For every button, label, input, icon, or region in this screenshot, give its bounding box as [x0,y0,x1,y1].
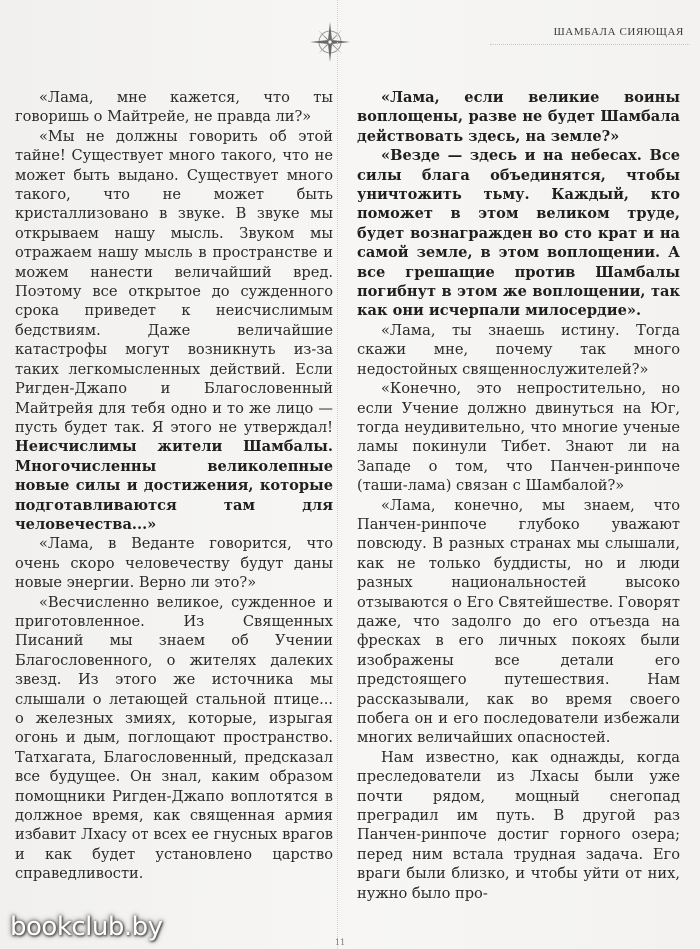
paragraph: «Весчисленно великое, сужденное и приготовленное. Из Священных Писаний мы знаем об Учении Благословенного, о жителях далеких звезд. Из этого же источника мы слышали о летающей стальной птице... о железных змиях, которые, изрыгая огонь и дым, поглощают пространство. Татхагата, Благословенный, предсказал все будущее. Он знал, каким образом помощники Ригден-Джапо воплотятся в должное время, как священная армия избавит Лхасу от всех ее гнусных врагов и как будет установлено царство справедливости. [15,593,333,883]
paragraph: «Лама, конечно, мы знаем, что Панчен-ринпоче глубоко уважают повсюду. В разных странах мы слышали, как не только буддисты, но и люди разных национальностей высоко отзываются о Его Святейшестве. Говорят даже, что задолго до его отъезда на фресках в его личных покоях были изображены все детали его предстоящего путешествия. Нам рассказывали, как во время своего побега он и его последователи избежали многих величайших опасностей. [357,496,680,747]
paragraph [357,88,680,146]
page-number: 11 [335,938,346,947]
bold-text: «Лама, если великие воины воплощены, разве не будет Шамбала действовать здесь, на земле?» [357,89,680,145]
paragraph [357,146,680,321]
paragraph: «Лама, в Веданте говорится, что очень скоро человечеству будут даны новые энергии. Верно ли это?» [15,535,333,592]
right-column [357,88,680,903]
running-title: ШАМБАЛА СИЯЮЩАЯ [553,26,684,38]
watermark: bookclub.by [10,912,163,942]
bold-text: Неисчислимы жители Шамбалы. Многочисленны великолепные новые силы и достижения, которые подготавливаются там для человечества...» [15,438,333,533]
paragraph: «Лама, ты знаешь истину. Тогда скажи мне, почему так много недостойных священнослужителей?» [357,321,680,378]
left-column [15,88,333,884]
paragraph: «Конечно, это непростительно, но если Учение должно двинуться на Юг, тогда неудивительно, что многие ученые ламы покинули Тибет. Знают ли на Западе о том, что Панчен-ринпоче (таши-лама) связан с Шамбалой?» [357,380,680,495]
paragraph: Нам известно, как однажды, когда преследователи из Лхасы были уже почти рядом, мощный снегопад преградил им путь. В другой раз Панчен-ринпоче достиг горного озера; перед ним встала трудная задача. Его враги были близко, и чтобы уйти от них, нужно было про- [357,748,680,902]
header-rule [490,44,690,45]
bold-text: «Везде — здесь и на небесах. Все силы блага объединятся, чтобы уничтожить тьму. Каждый, кто поможет в этом великом труде, будет вознагражден во сто крат и на самой земле, в этом воплощении. А все грешащие против Шамбалы погибнут в этом же воплощении, так как они исчерпали милосердие». [357,147,680,320]
paragraph: «Мы не должны говорить об этой тайне! Существует много такого, что не может быть выдано. Существует много такого, что не может быть кристаллизовано в звуке. В звуке мы открываем нашу мысль. Звуком мы отражаем нашу мысль в пространстве и можем нанести величайший вред. Поэтому все открытое до сужденного срока приведет к неисчислимым бедствиям. Даже величайшие катастрофы могут возникнуть из-за таких легкомысленных действий. Если Ригден-Джапо и Благословенный Майтрейя для тебя одно и то же лицо — пусть будет так. Я этого не утверждал! Неисчислимы жители Шамбалы. Многочисленны великолепные новые силы и достижения, которые подготавливаются там для человечества...» [15,127,333,533]
column-divider [337,0,338,949]
paragraph: «Лама, мне кажется, что ты говоришь о Майтрейе, не правда ли?» [15,89,333,126]
compass-rose-icon [308,20,352,64]
